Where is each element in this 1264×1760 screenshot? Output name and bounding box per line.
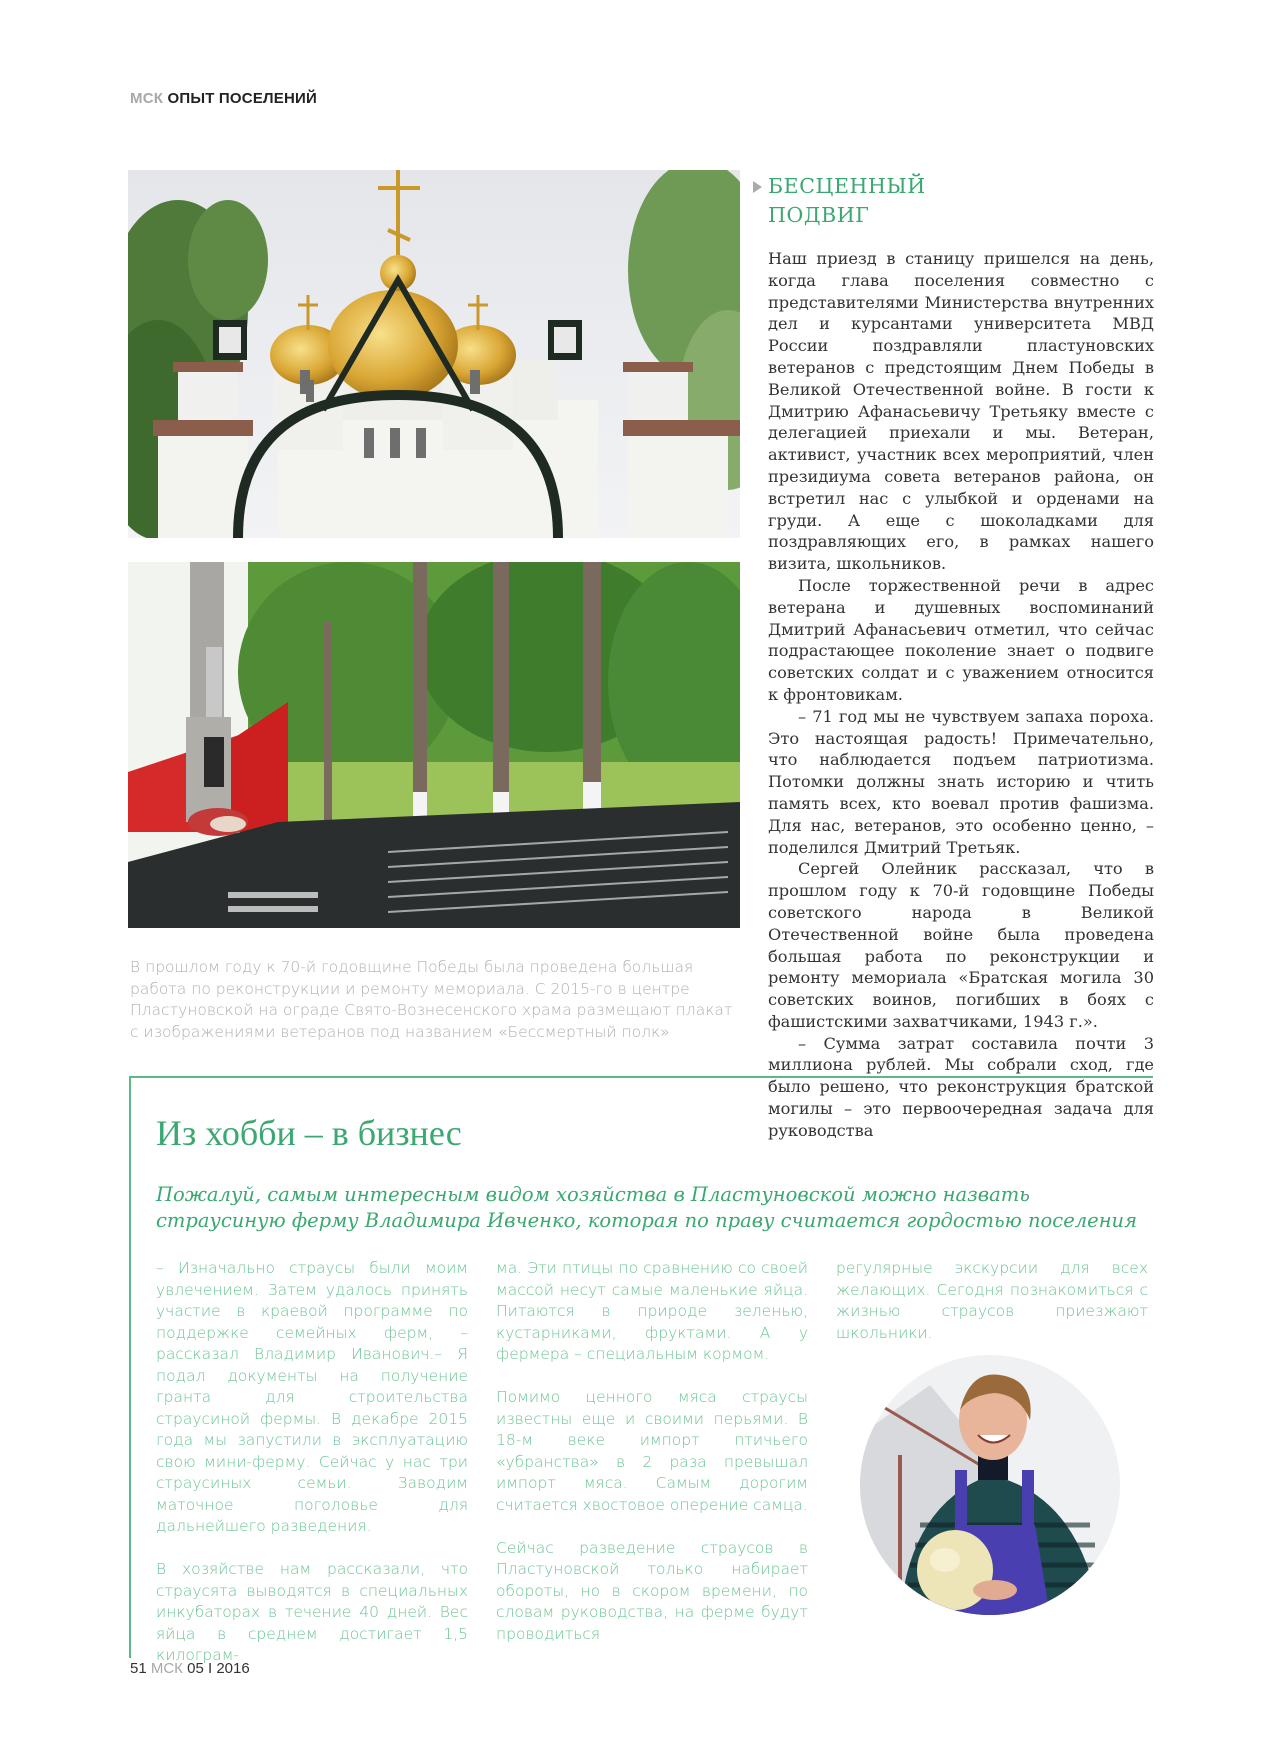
feature-paragraph: Сейчас разведение страусов в Пластуновской только набирает обороты, но в скором времени, по словам руководства, на ферме будут проводиться <box>496 1538 808 1643</box>
feature-column-3 <box>836 1258 1148 1366</box>
footer-separator: I <box>207 1660 213 1677</box>
article-paragraph: Сергей Олейник рассказал, что в прошлом году к 70-й годовщине Победы советского народа в Великой Отечественной войне была проведена большая работа по реконструкции и ремонту мемориала «Братская могила 30 советских воинов, погибших в боях с фашистскими захватчиками, 1943 г.». <box>768 859 1154 1031</box>
article-paragraph: После торжественной речи в адрес ветерана и душевных воспоминаний Дмитрий Афанасьевич отметил, что сейчас подрастающее поколение знает о подвиге советских солдат и с уважением относится к фронтовикам. <box>768 575 1154 704</box>
feature-column-1 <box>156 1258 468 1688</box>
issue-year: 2016 <box>216 1660 250 1677</box>
article-body <box>756 248 1154 1142</box>
feature-column-2 <box>496 1258 808 1667</box>
memorial-illustration <box>128 562 740 928</box>
issue-number: 05 <box>187 1660 204 1677</box>
sidebar-article <box>756 172 1154 1142</box>
subhead-line-2: ПОДВИГ <box>768 203 870 227</box>
feature-lede: Пожалуй, самым интересным видом хозяйства в Пластуновской можно назвать страусиную ферму Владимира Ивченко, которая по праву считается гордостью поселения <box>156 1183 1138 1232</box>
farmer-illustration <box>860 1355 1120 1615</box>
memorial-photo <box>128 562 740 928</box>
feature-paragraph: В хозяйстве нам рассказали, что страусята выводятся в специальных инкубаторах в течение 40 дней. Вес яйца в среднем достигает 1,5 килограм- <box>156 1560 468 1664</box>
feature-paragraph: регулярные экскурсии для всех желающих. Сегодня познакомиться с жизнью страусов приезжают школьники. <box>836 1259 1148 1342</box>
magazine-brand: МСК <box>130 90 164 107</box>
footer-brand: МСК <box>150 1660 183 1677</box>
section-title: ОПЫТ ПОСЕЛЕНИЙ <box>167 90 317 107</box>
feature-paragraph: ма. Эти птицы по сравнению со своей массой несут самые маленькие яйца. Питаются в природе зеленью, кустарниками, фруктами. А у фермера – специальным кормом. <box>496 1259 808 1363</box>
church-illustration <box>128 170 740 538</box>
article-paragraph: Наш приезд в станицу пришелся на день, когда глава поселения совместно с представителями Министерства внутренних дел и курсантами университета МВД России поздравляли пластуновских ветеранов с предстоящим Днем Победы в Великой Отечественной войне. В гости к Дмитрию Афанасьевичу Третьяку вместе с делегацией приехали и мы. Ветеран, активист, участник всех мероприятий, член президиума совета ветеранов района, он встретил нас с улыбкой и орденами на груди. А еще с шоколадками для поздравляющих его, в рамках нашего визита, школьников. <box>768 249 1154 574</box>
church-photo <box>128 170 740 538</box>
feature-paragraph: Помимо ценного мяса страусы известны еще и своими перьями. В 18-м веке импорт птичьего «убранства» в 2 раза превышал импорт мяса. Самым дорогим считается хвостовое оперение самца. <box>496 1388 808 1514</box>
article-paragraph: – Сумма затрат составила почти 3 миллиона рублей. Мы собрали сход, где было решено, что реконструкция братской могилы – это первоочередная задача для руководства <box>768 1033 1154 1140</box>
feature-paragraph: – Изначально страусы были моим увлечением. Затем удалось принять участие в краевой программе по поддержке семейных ферм, – рассказал Владимир Иванович.– Я подал документы на получение гранта для строительства страусиной фермы. В декабре 2015 года мы запустили в эксплуатацию свою мини-ферму. Сейчас у нас три страусиных семьи. Заводим маточное поголовье для дальнейшего разведения. <box>156 1259 468 1535</box>
subhead-line-1: БЕСЦЕННЫЙ <box>768 174 926 198</box>
section-header <box>130 90 317 107</box>
farmer-portrait <box>860 1355 1120 1615</box>
page-number: 51 <box>130 1660 147 1677</box>
photo-caption: В прошлом году к 70-й годовщине Победы была проведена большая работа по реконструкции и ремонту мемориала. С 2015-го в центре Пластуновской на ограде Свято-Вознесенского храма размещают плакат с изображениями ветеранов под названием «Бессмертный полк» <box>130 958 733 1041</box>
article-paragraph: – 71 год мы не чувствуем запаха пороха. Это настоящая радость! Примечательно, что наблюдается подъем патриотизма. Потомки должны знать историю и чтить память всех, кто воевал против фашизма. Для нас, ветеранов, это особенно ценно, – поделился Дмитрий Третьяк. <box>768 706 1154 857</box>
page-footer <box>130 1660 250 1677</box>
triangle-bullet-icon <box>753 181 762 193</box>
article-subhead <box>756 172 1154 230</box>
feature-title: Из хобби – в бизнес <box>156 1113 462 1153</box>
